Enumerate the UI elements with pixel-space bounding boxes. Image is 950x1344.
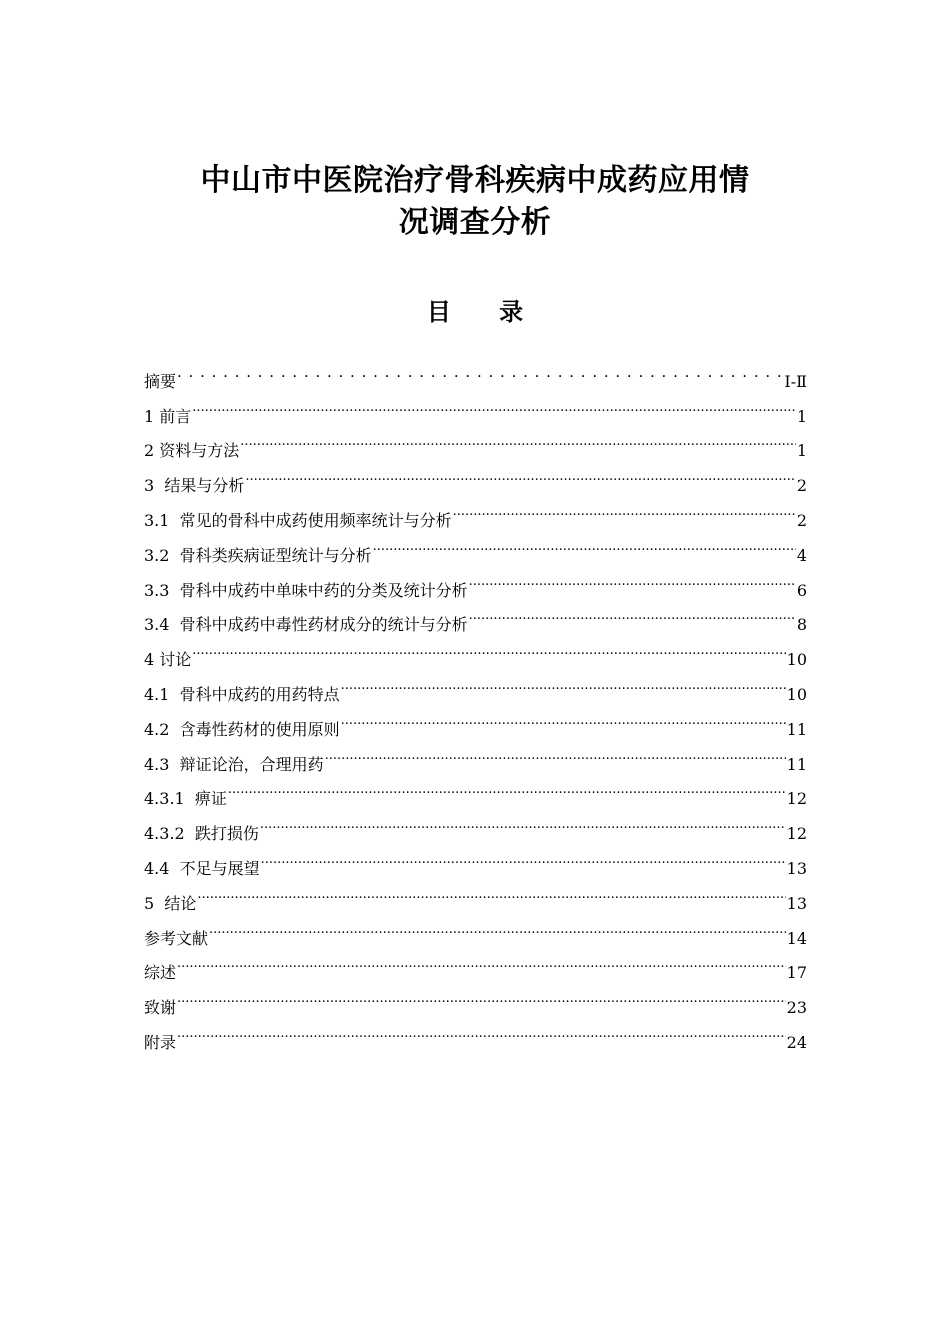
toc-entry-page: 10	[786, 650, 807, 670]
toc-entry-page: 1	[796, 406, 807, 426]
toc-heading: 目 录	[426, 298, 524, 326]
toc-entry-4-3-1[interactable]	[144, 770, 807, 809]
toc-entry-page: 10	[786, 684, 807, 704]
document-title	[120, 160, 830, 244]
toc-entry-label: 3 结果与分析	[144, 476, 245, 496]
toc-entry-page: 24	[786, 1032, 807, 1052]
toc-entry-page: 1	[796, 441, 807, 461]
toc-entry-discussion[interactable]	[144, 630, 807, 670]
document-title-line-2: 况调查分析	[398, 205, 552, 240]
toc-entry-label: 3.4 骨科中成药中毒性药材成分的统计与分析	[144, 615, 468, 635]
toc-entry-page: Ⅰ-Ⅱ	[784, 371, 807, 391]
toc-dot-leader	[177, 1013, 786, 1048]
toc-entry-label: 4.3 辩证论治，合理用药	[144, 754, 324, 774]
toc-entry-page: 13	[786, 893, 807, 913]
toc-entry-label: 附录	[144, 1032, 177, 1052]
toc-dot-leader	[469, 561, 796, 596]
toc-entry-label: 3.1 常见的骨科中成药使用频率统计与分析	[144, 510, 452, 530]
toc-dot-leader	[260, 804, 786, 839]
toc-entry-label: 4.4 不足与展望	[144, 858, 260, 878]
toc-entry-label: 4.1 骨科中成药的用药特点	[144, 684, 340, 704]
toc-dot-leader	[228, 770, 786, 805]
toc-entry-page: 6	[796, 580, 807, 600]
toc-entry-page: 23	[786, 998, 807, 1018]
toc-entry-label: 4 讨论	[144, 650, 192, 670]
toc-entry-materials-methods[interactable]	[144, 422, 807, 461]
toc-dot-leader	[197, 874, 785, 909]
toc-dot-leader	[469, 596, 796, 631]
toc-dot-leader	[240, 422, 796, 457]
toc-entry-abstract[interactable]	[144, 352, 807, 391]
toc-entry-references[interactable]	[144, 909, 807, 948]
toc-entry-page: 12	[786, 824, 807, 844]
toc-entry-label: 4.3.2 跌打损伤	[144, 824, 259, 844]
toc-entry-appendix[interactable]	[144, 1013, 807, 1052]
toc-entry-page: 12	[786, 789, 807, 809]
table-of-contents	[144, 352, 807, 1052]
toc-entry-conclusion[interactable]	[144, 874, 807, 913]
toc-entry-label: 3.3 骨科中成药中单味中药的分类及统计分析	[144, 580, 468, 600]
toc-dot-leader	[177, 352, 783, 387]
toc-entry-label: 1 前言	[144, 406, 192, 426]
document-title-line-1: 中山市中医院治疗骨科疾病中成药应用情	[200, 163, 750, 198]
toc-entry-page: 2	[796, 510, 807, 530]
toc-entry-acknowledgements[interactable]	[144, 978, 807, 1018]
toc-entry-label: 致谢	[144, 998, 177, 1018]
toc-entry-page: 11	[786, 754, 807, 774]
toc-entry-page: 8	[796, 615, 807, 635]
toc-dot-leader	[453, 491, 796, 526]
toc-dot-leader	[177, 944, 786, 979]
toc-dot-leader	[192, 630, 785, 665]
toc-entry-preface[interactable]	[144, 387, 807, 426]
toc-entry-label: 3.2 骨科类疾病证型统计与分析	[144, 545, 372, 565]
toc-entry-page: 2	[796, 476, 807, 496]
toc-entry-page: 17	[786, 963, 807, 983]
toc-dot-leader	[341, 700, 786, 735]
toc-entry-label: 5 结论	[144, 893, 197, 913]
toc-entry-label: 参考文献	[144, 928, 209, 948]
toc-entry-page: 4	[796, 545, 807, 565]
toc-dot-leader	[373, 526, 796, 561]
toc-entry-review[interactable]	[144, 944, 807, 983]
toc-dot-leader	[325, 735, 786, 770]
toc-entry-label: 4.3.1 痹证	[144, 789, 227, 809]
toc-entry-page: 11	[786, 719, 807, 739]
toc-dot-leader	[192, 387, 796, 422]
toc-entry-page: 14	[786, 928, 807, 948]
toc-dot-leader	[177, 978, 786, 1013]
toc-dot-leader	[245, 456, 795, 491]
toc-entry-label: 4.2 含毒性药材的使用原则	[144, 719, 340, 739]
toc-dot-leader	[209, 909, 786, 944]
toc-dot-leader	[341, 665, 786, 700]
toc-entry-label: 摘要	[144, 371, 177, 391]
toc-entry-label: 综述	[144, 963, 177, 983]
toc-entry-label: 2 资料与方法	[144, 441, 240, 461]
toc-entry-4-3-2[interactable]	[144, 804, 807, 844]
toc-entry-page: 13	[786, 858, 807, 878]
toc-entry-4-1[interactable]	[144, 665, 807, 704]
toc-dot-leader	[261, 839, 786, 874]
toc-entry-results[interactable]	[144, 456, 807, 496]
